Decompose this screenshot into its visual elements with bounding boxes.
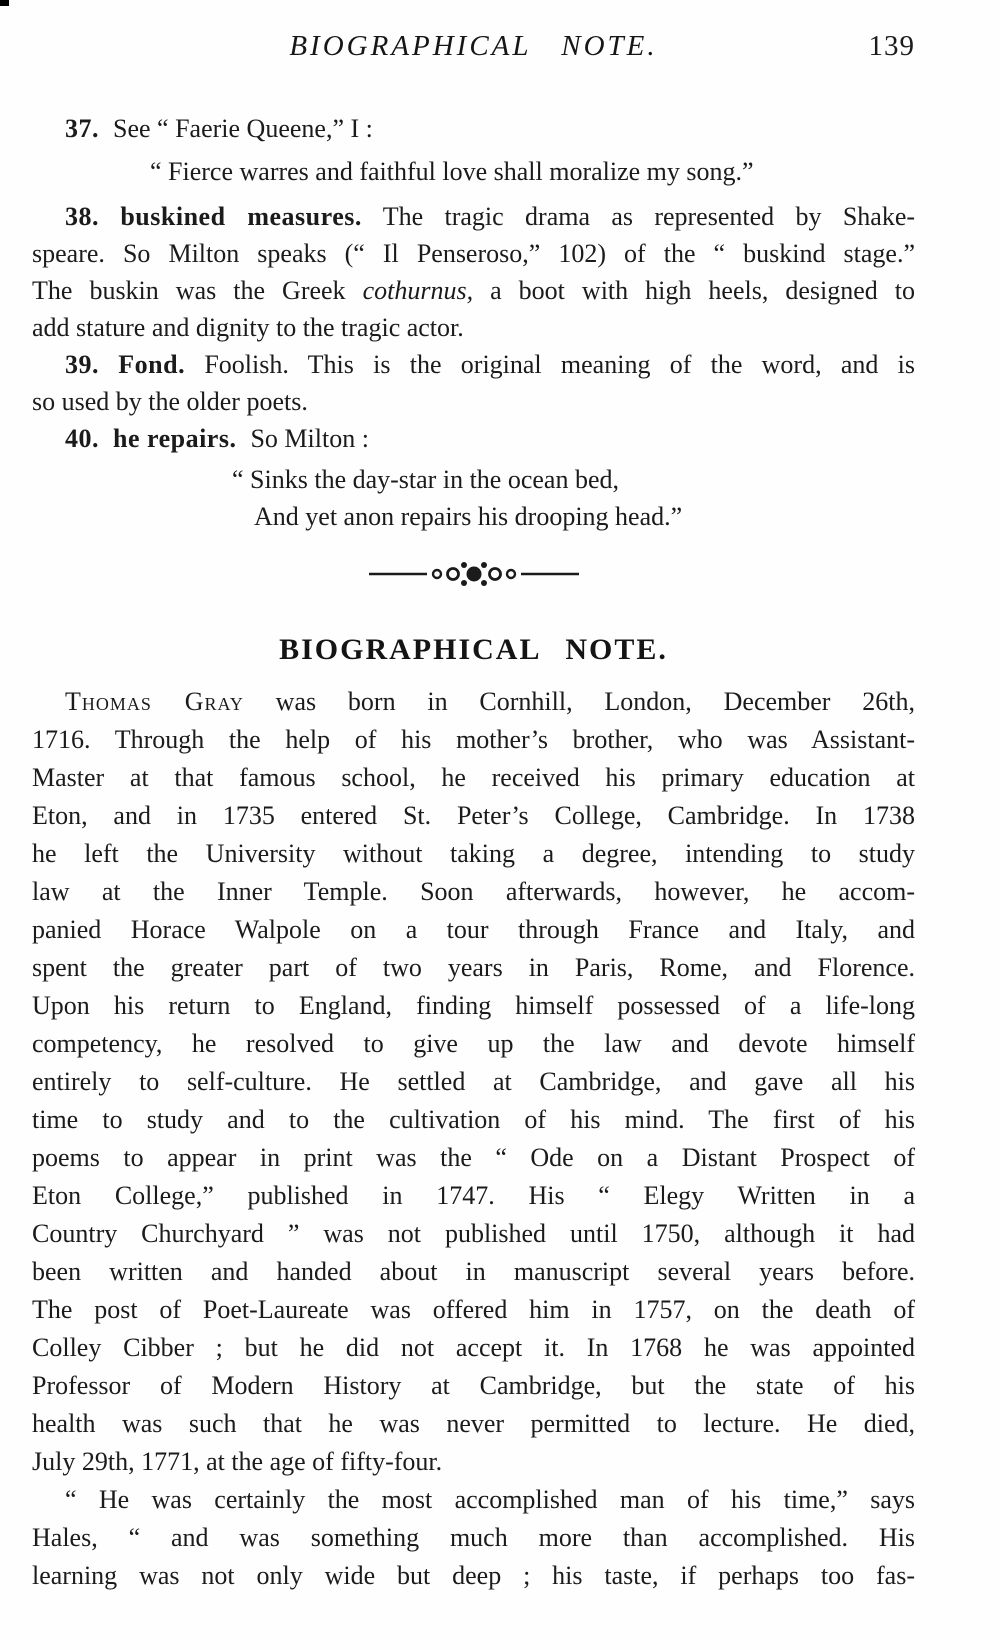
running-title: BIOGRAPHICAL NOTE. — [289, 30, 658, 62]
note-38 — [32, 198, 915, 346]
bio-p2-line: learning was not only wide but deep ; his taste, if perhaps too fas- — [32, 1561, 915, 1591]
bio-p1-line: The post of Poet-Laureate was offered him in 1757, on the death of — [32, 1295, 915, 1325]
note-39-line-2: so used by the older poets. — [32, 387, 308, 416]
note-39-number: 39. — [65, 350, 99, 379]
bio-p1-line: competency, he resolved to give up the law and devote himself — [32, 1029, 915, 1059]
note-38-term: buskined measures. — [120, 202, 362, 231]
bio-p1-line: Colley Cibber ; but he did not accept it. In 1768 he was appointed — [32, 1333, 915, 1363]
biographical-note-body — [32, 683, 915, 1595]
bio-p1-line: Professor of Modern History at Cambridge, but the state of his — [32, 1371, 915, 1401]
note-39 — [32, 346, 915, 420]
note-40-lead — [32, 420, 915, 457]
note-38-line-1 — [32, 198, 915, 235]
note-38-number: 38. — [65, 202, 99, 231]
bio-p1-line: Master at that famous school, he received his primary education at — [32, 763, 915, 793]
bio-text: was born in Cornhill, London, December 26th, — [243, 687, 915, 717]
bio-p1-line: Eton College,” published in 1747. His “ Elegy Written in a — [32, 1181, 915, 1211]
note-40-text: So Milton : — [250, 424, 369, 453]
bio-p1-line: health was such that he was never permitted to lecture. He died, — [32, 1409, 915, 1439]
verse-line: “ Fierce warres and faithful love shall moralize my song.” — [150, 157, 754, 186]
note-37-verse — [150, 153, 915, 190]
note-38-line-2: speare. So Milton speaks (“ Il Penseroso,” 102) of the “ buskind stage.” — [32, 239, 915, 268]
latin-term: cothurnus, — [362, 276, 474, 305]
note-40 — [32, 420, 915, 535]
bio-p1-line: poems to appear in print was the “ Ode on a Distant Prospect of — [32, 1143, 915, 1173]
bio-p1-line: entirely to self-culture. He settled at Cambridge, and gave all his — [32, 1067, 915, 1097]
note-40-verse — [232, 461, 915, 535]
bio-p1-line: law at the Inner Temple. Soon afterwards, however, he accom- — [32, 877, 915, 907]
note-38-line-3 — [32, 272, 915, 309]
fleuron-divider — [32, 557, 915, 587]
note-40-number: 40. — [65, 424, 99, 453]
note-40-term: he repairs. — [113, 424, 237, 453]
note-38-line-4: add stature and dignity to the tragic actor. — [32, 313, 464, 342]
bio-p1-line: been written and handed about in manuscript several years before. — [32, 1257, 915, 1287]
bio-p1-line: Country Churchyard ” was not published until 1750, although it had — [32, 1219, 915, 1249]
running-header — [32, 30, 915, 70]
page-number: 139 — [868, 30, 915, 62]
note-37-number: 37. — [65, 114, 99, 143]
note-38-text: The buskin was the Greek — [32, 276, 346, 305]
note-39-term: Fond. — [118, 350, 186, 379]
scan-edge-artifact — [0, 0, 9, 6]
bio-p1-line: he left the University without taking a degree, intending to study — [32, 839, 915, 869]
bio-p1-line: Upon his return to England, finding himself possessed of a life-long — [32, 991, 915, 1021]
bio-p1-line: Eton, and in 1735 entered St. Peter’s College, Cambridge. In 1738 — [32, 801, 915, 831]
bio-p1-line: spent the greater part of two years in Paris, Rome, and Florence. — [32, 953, 915, 983]
author-name-smallcaps: Thomas Gray — [65, 687, 244, 717]
note-38-text: The tragic drama as represented by Shake- — [382, 202, 916, 231]
verse-line: “ Sinks the day-star in the ocean bed, — [232, 465, 619, 494]
bio-p1-line: time to study and to the cultivation of his mind. The first of his — [32, 1105, 915, 1135]
section-heading: BIOGRAPHICAL NOTE. — [279, 633, 668, 667]
note-37-lead — [32, 110, 915, 147]
note-38-text: a boot with high heels, designed to — [490, 276, 916, 305]
bio-p2-line: Hales, “ and was something much more than accomplished. His — [32, 1523, 915, 1553]
bio-p1-line: 1716. Through the help of his mother’s brother, who was Assistant- — [32, 725, 915, 755]
note-39-text: Foolish. This is the original meaning of the word, and is — [204, 350, 915, 379]
note-39-line-1 — [32, 346, 915, 383]
bio-p1-line: panied Horace Walpole on a tour through France and Italy, and — [32, 915, 915, 945]
note-37-text: See “ Faerie Queene,” I : — [113, 114, 373, 143]
fleuron-ornament-graphic — [369, 561, 579, 587]
bio-p1-line: July 29th, 1771, at the age of fifty-four. — [32, 1447, 443, 1477]
verse-line: And yet anon repairs his drooping head.” — [254, 502, 683, 531]
bio-p2-line: “ He was certainly the most accomplished man of his time,” says — [65, 1485, 915, 1515]
bio-p1-line — [32, 683, 915, 721]
note-37 — [32, 110, 915, 190]
